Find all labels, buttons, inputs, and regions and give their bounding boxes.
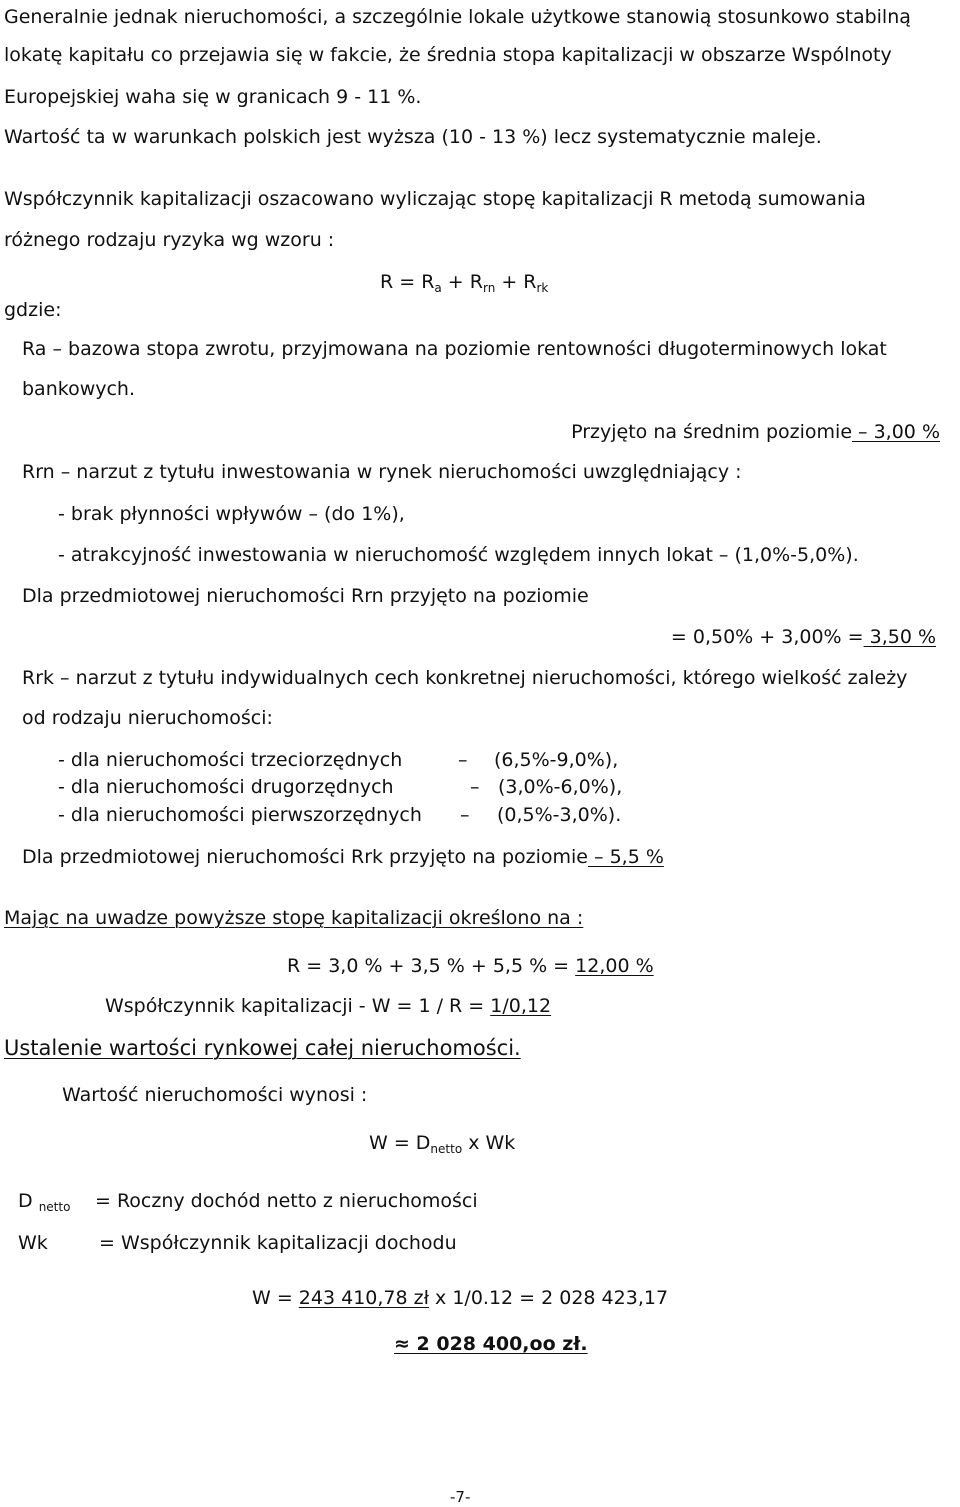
ra-accepted-value: – 3,00 %: [852, 421, 940, 443]
market-formula-part-1: W = D: [369, 1132, 431, 1154]
ra-accepted-label: Przyjęto na średnim poziomie: [571, 421, 853, 443]
rrn-bullet-1: - brak płynności wpływów – (do 1%),: [58, 503, 405, 525]
rrk-accepted: [22, 848, 664, 867]
def-dnetto-sub: netto: [38, 1200, 71, 1214]
rrk-item-label: - dla nieruchomości pierwszorzędnych: [58, 804, 422, 826]
ra-accepted: [571, 423, 940, 442]
rrn-calc: [671, 628, 936, 647]
def-wk-text: = Współczynnik kapitalizacji dochodu: [99, 1232, 457, 1254]
summary-r-formula: [287, 957, 654, 976]
rrk-item-dash: –: [460, 804, 470, 826]
rrk-accepted-label: Dla przedmiotowej nieruchomości Rrk przyjęto na poziomie: [22, 846, 588, 868]
def-dnetto-text: = Roczny dochód netto z nieruchomości: [95, 1190, 478, 1212]
formula-r-sub-a: a: [434, 281, 442, 295]
rrk-item-range: (6,5%-9,0%),: [494, 749, 619, 771]
summary-r-prefix: R = 3,0 % + 3,5 % + 5,5 % =: [287, 955, 570, 977]
formula-r-sub-rn: rn: [482, 281, 496, 295]
rrk-item-label: - dla nieruchomości trzeciorzędnych: [58, 749, 403, 771]
market-formula: [369, 1132, 516, 1156]
rrn-calc-result: 3,50 %: [863, 626, 936, 648]
market-formula-part-2: x Wk: [462, 1132, 516, 1154]
intro-line-4: Wartość ta w warunkach polskich jest wyższa (10 - 13 %) lecz systematycznie maleje.: [4, 126, 822, 148]
gdzie-label: gdzie:: [4, 299, 62, 321]
market-calc: [252, 1289, 668, 1308]
rrk-line-1: Rrk – narzut z tytułu indywidualnych cech konkretnej nieruchomości, którego wielkość zależy: [22, 667, 908, 689]
rrk-item-dash: –: [458, 749, 468, 771]
market-calc-income: 243 410,78 zł: [298, 1287, 429, 1309]
def-dnetto-term: [18, 1190, 71, 1214]
formula-r-part-1: R = R: [380, 271, 435, 293]
rrk-accepted-value: – 5,5 %: [587, 846, 664, 868]
coef-line-1: Współczynnik kapitalizacji oszacowano wyliczając stopę kapitalizacji R metodą sumowania: [4, 188, 866, 210]
formula-r: [380, 271, 549, 295]
market-calc-rest: x 1/0.12 = 2 028 423,17: [429, 1287, 669, 1309]
market-value-label: Wartość nieruchomości wynosi :: [62, 1084, 368, 1106]
rrn-accepted: Dla przedmiotowej nieruchomości Rrn przyjęto na poziomie: [22, 585, 589, 607]
def-wk-term: Wk: [18, 1232, 48, 1254]
rrk-item-range: (0,5%-3,0%).: [497, 804, 622, 826]
rrk-line-2: od rodzaju nieruchomości:: [22, 707, 273, 729]
ra-line-1: Ra – bazowa stopa zwrotu, przyjmowana na poziomie rentowności długoterminowych lokat: [22, 338, 887, 360]
summary-heading: Mając na uwadze powyższe stopę kapitalizacji określono na :: [4, 907, 584, 929]
summary-w-prefix: Współczynnik kapitalizacji - W = 1 / R =: [105, 995, 485, 1017]
rrk-item-range: (3,0%-6,0%),: [498, 776, 623, 798]
summary-w-formula: [105, 997, 551, 1016]
summary-r-result: 12,00 %: [575, 955, 654, 977]
market-calc-prefix: W =: [252, 1287, 299, 1309]
summary-w-result: 1/0,12: [490, 995, 552, 1017]
rrk-item-dash: –: [470, 776, 480, 798]
market-formula-sub: netto: [430, 1142, 463, 1156]
intro-line-3: Europejskiej waha się w granicach 9 - 11 %.: [4, 86, 422, 108]
coef-line-2: różnego rodzaju ryzyka wg wzoru :: [4, 229, 335, 251]
rrk-item-label: - dla nieruchomości drugorzędnych: [58, 776, 394, 798]
rrn-calc-prefix: = 0,50% + 3,00% =: [670, 626, 864, 648]
market-heading: Ustalenie wartości rynkowej całej nieruchomości.: [4, 1036, 521, 1060]
intro-line-1: Generalnie jednak nieruchomości, a szczególnie lokale użytkowe stanowią stosunkowo stabilną: [4, 6, 911, 28]
market-final-value: ≈ 2 028 400,oo zł.: [394, 1333, 588, 1355]
formula-r-part-3: + R: [495, 271, 537, 293]
page-number: -7-: [450, 1488, 471, 1506]
formula-r-sub-rk: rk: [536, 281, 549, 295]
intro-line-2: lokatę kapitału co przejawia się w fakcie, że średnia stopa kapitalizacji w obszarze Wspólnoty: [4, 44, 892, 66]
rrn-bullet-2: - atrakcyjność inwestowania w nieruchomość względem innych lokat – (1,0%-5,0%).: [58, 544, 859, 566]
rrn-line-1: Rrn – narzut z tytułu inwestowania w rynek nieruchomości uwzględniający :: [22, 461, 742, 483]
ra-line-2: bankowych.: [22, 378, 136, 400]
formula-r-part-2: + R: [441, 271, 483, 293]
def-dnetto-letter: D: [18, 1190, 33, 1212]
